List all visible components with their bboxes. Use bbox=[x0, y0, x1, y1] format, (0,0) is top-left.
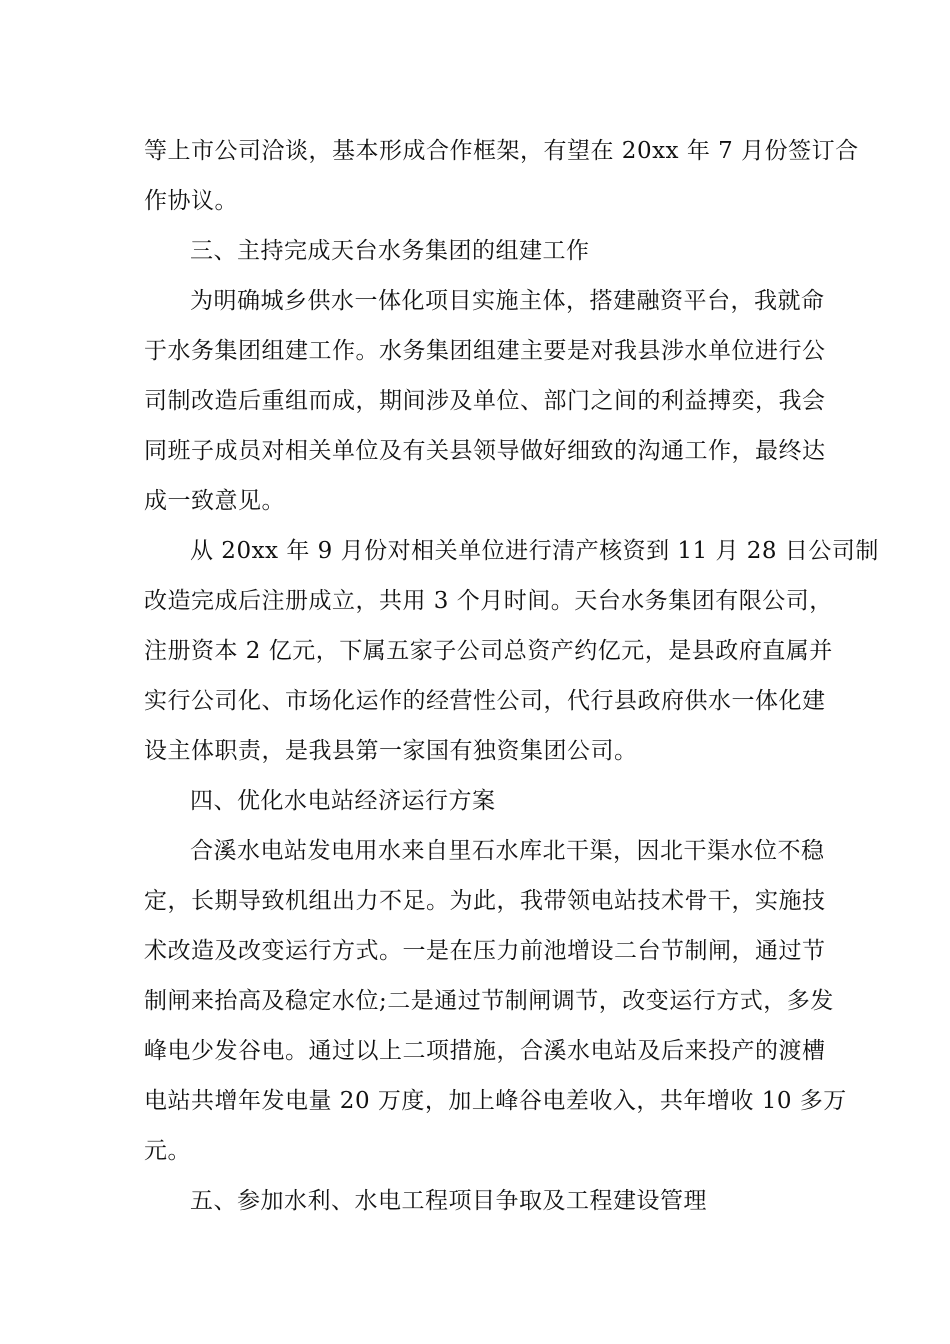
text-line: 峰电少发谷电。通过以上二项措施，合溪水电站及后来投产的渡槽 bbox=[144, 1038, 826, 1064]
text-line: 改造完成后注册成立，共用 3 个月时间。天台水务集团有限公司， bbox=[144, 588, 833, 614]
text-line: 合溪水电站发电用水来自里石水库北干渠，因北干渠水位不稳 bbox=[190, 838, 825, 864]
text-line: 成一致意见。 bbox=[144, 488, 285, 514]
text-line: 设主体职责，是我县第一家国有独资集团公司。 bbox=[144, 738, 638, 764]
section-heading: 四、优化水电站经济运行方案 bbox=[190, 788, 496, 814]
text-line: 定，长期导致机组出力不足。为此，我带领电站技术骨干，实施技 bbox=[144, 888, 826, 914]
section-heading: 三、主持完成天台水务集团的组建工作 bbox=[190, 238, 590, 264]
text-line: 同班子成员对相关单位及有关县领导做好细致的沟通工作，最终达 bbox=[144, 438, 826, 464]
text-line: 等上市公司洽谈，基本形成合作框架，有望在 20xx 年 7 月份签订合 bbox=[144, 138, 859, 164]
text-line: 电站共增年发电量 20 万度，加上峰谷电差收入，共年增收 10 多万 bbox=[144, 1088, 847, 1114]
text-line: 注册资本 2 亿元，下属五家子公司总资产约亿元，是县政府直属并 bbox=[144, 638, 833, 664]
text-line: 制闸来抬高及稳定水位;二是通过节制闸调节，改变运行方式，多发 bbox=[144, 988, 834, 1014]
text-line: 为明确城乡供水一体化项目实施主体，搭建融资平台，我就命 bbox=[190, 288, 825, 314]
text-line: 实行公司化、市场化运作的经营性公司，代行县政府供水一体化建 bbox=[144, 688, 826, 714]
section-heading: 五、参加水利、水电工程项目争取及工程建设管理 bbox=[190, 1188, 707, 1214]
text-line: 作协议。 bbox=[144, 188, 238, 214]
text-line: 术改造及改变运行方式。一是在压力前池增设二台节制闸，通过节 bbox=[144, 938, 826, 964]
text-line: 从 20xx 年 9 月份对相关单位进行清产核资到 11 月 28 日公司制 bbox=[190, 538, 879, 564]
text-line: 于水务集团组建工作。水务集团组建主要是对我县涉水单位进行公 bbox=[144, 338, 826, 364]
text-line: 司制改造后重组而成，期间涉及单位、部门之间的利益搏奕，我会 bbox=[144, 388, 826, 414]
text-line: 元。 bbox=[144, 1138, 191, 1164]
